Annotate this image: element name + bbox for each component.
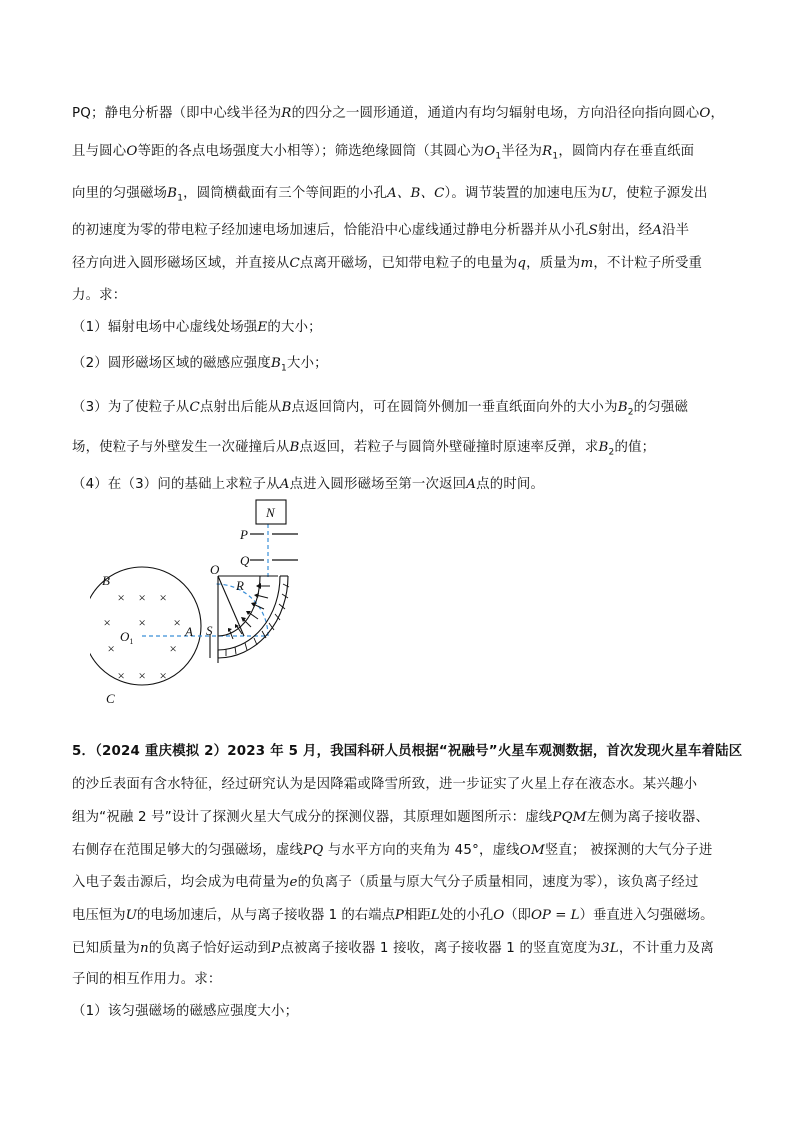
field-arrowheads <box>228 583 261 632</box>
q4-line-5: 径方向进入圆形磁场区域，并直接从C点离开磁场，已知带电粒子的电量为q，质量为m，不计粒子所受重 <box>72 256 703 271</box>
label-C: C <box>106 691 115 706</box>
field-mark: × <box>106 641 116 656</box>
q4-line-4: 的初速度为零的带电粒子经加速电场加速后，恰能沿中心虚线通过静电分析器并从小孔S射出，经A沿半 <box>72 223 690 238</box>
q4-line-1: PQ；静电分析器（即中心线半径为R的四分之一圆形通道，通道内有均匀辐射电场，方向沿径向指向圆心O， <box>72 106 725 121</box>
q5-line-7: 已知质量为n的负离子恰好运动到P点被离子接收器 1 接收，离子接收器 1 的竖直宽度为3L，不计重力及离 <box>72 941 714 956</box>
label-N: N <box>266 505 275 520</box>
field-mark: × <box>137 615 147 630</box>
q4-line-2: 且与圆心O等距的各点电场强度大小相等）；筛选绝缘圆筒（其圆心为$O_1$半径为$R_1$，圆筒内存在垂直纸面 <box>72 144 695 162</box>
q5-line-8: 子间的相互作用力。求： <box>72 972 222 987</box>
accelerator-plates <box>250 534 298 560</box>
label-S: S <box>206 623 213 638</box>
field-mark: × <box>158 590 168 605</box>
q5-line-3: 组为“祝融 2 号”设计了探测火星大气成分的探测仪器，其原理如题图所示：虚线PQM左侧为离子接收器、 <box>72 810 710 825</box>
label-Q: Q <box>240 553 250 568</box>
field-mark: × <box>116 668 126 683</box>
q5-line-2: 的沙丘表面有含水特征，经过研究认为是因降霜或降雪所致，进一步证实了火星上存在液态水。某兴趣小 <box>72 777 698 792</box>
label-R: R <box>236 578 244 593</box>
q4-sub-4: （4）在（3）问的基础上求粒子从A点进入圆形磁场至第一次返回A点的时间。 <box>72 477 545 492</box>
q4-sub-3b: 场，使粒子与外壁发生一次碰撞后从B点返回，若粒子与圆筒外壁碰撞时原速率反弹，求$B_2$的值； <box>72 440 656 458</box>
q5-line-6: 电压恒为U的电场加速后，从与离子接收器 1 的右端点P相距L处的小孔O（即OP = L）垂直进入匀强磁场。 <box>72 908 714 923</box>
q5-line-5: 入电子轰击源后，均会成为电荷量为e的负离子（质量与原大气分子质量相同，速度为零），该负离子经过 <box>72 875 699 890</box>
label-P: P <box>240 527 248 542</box>
q4-sub-1: （1）辐射电场中心虚线处场强E的大小； <box>72 320 322 335</box>
field-mark: × <box>172 615 182 630</box>
electrostatic-analyzer <box>210 576 289 663</box>
field-mark: × <box>137 668 147 683</box>
field-mark: × <box>102 615 112 630</box>
q5-line-4: 右侧存在范围足够大的匀强磁场，虚线PQ 与水平方向的夹角为 45°，虚线OM竖直； 被探测的大气分子进 <box>72 843 713 858</box>
field-mark: × <box>168 641 178 656</box>
label-B: B <box>102 573 110 588</box>
apparatus-figure <box>90 498 320 708</box>
q4-sub-2: （2）圆形磁场区域的磁感应强度$B_1$大小； <box>72 356 328 374</box>
field-mark: × <box>116 590 126 605</box>
q5-sub-1: （1）该匀强磁场的磁感应强度大小； <box>72 1004 299 1019</box>
q4-sub-3a: （3）为了使粒子从C点射出后能从B点返回筒内，可在圆筒外侧加一垂直纸面向外的大小为$B_2$的匀强磁 <box>72 400 689 418</box>
field-mark: × <box>137 590 147 605</box>
q4-line-6: 力。求： <box>72 288 127 303</box>
field-mark: × <box>158 668 168 683</box>
q4-line-3: 向里的匀强磁场$B_1$，圆筒横截面有三个等间距的小孔A、B、C）。调节装置的加速电压为U，使粒子源发出 <box>72 186 708 204</box>
label-A: A <box>185 624 193 639</box>
label-O: O <box>210 562 220 577</box>
q5-line-1: 5．（2024 重庆模拟 2）2023 年 5 月，我国科研人员根据“祝融号”火星车观测数据，首次发现火星车着陆区 <box>72 744 743 759</box>
label-O1: $O_1$ <box>120 629 134 646</box>
